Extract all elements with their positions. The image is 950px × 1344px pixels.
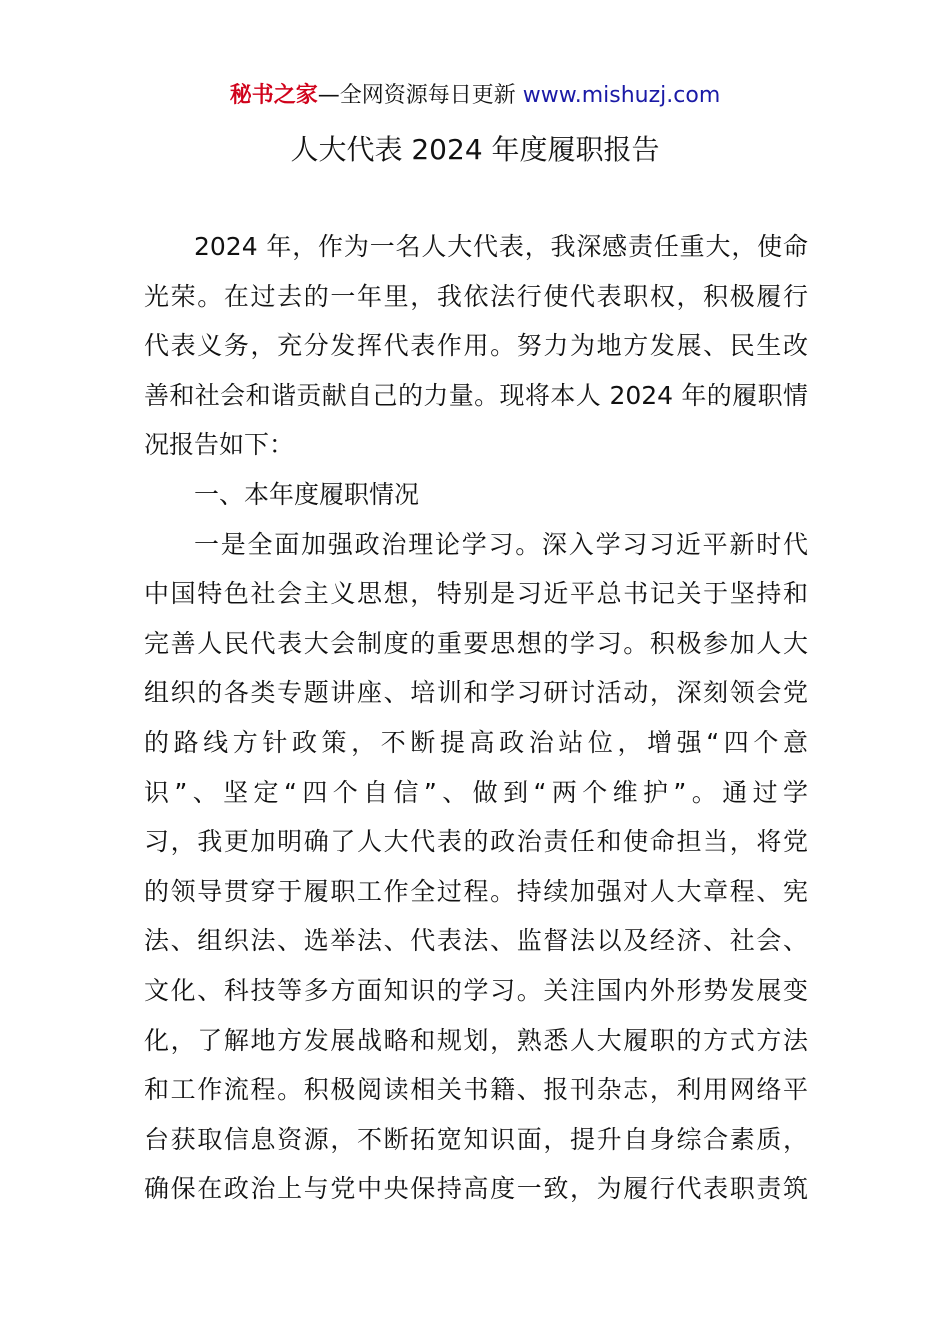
site-header bbox=[0, 80, 950, 112]
paragraph-line: 组织的各类专题讲座、培训和学习研讨活动，深刻领会党 bbox=[144, 678, 808, 708]
document-title: 人大代表 2024 年度履职报告 bbox=[290, 133, 660, 166]
paragraph-line: 光荣。在过去的一年里，我依法行使代表职权，积极履行 bbox=[144, 281, 808, 311]
paragraph-line: 化，了解地方发展战略和规划，熟悉人大履职的方式方法 bbox=[144, 1025, 808, 1055]
paragraph-line: 法、组织法、选举法、代表法、监督法以及经济、社会、 bbox=[144, 926, 808, 956]
paragraph-line: 台获取信息资源，不断拓宽知识面，提升自身综合素质， bbox=[144, 1124, 808, 1154]
section-heading: 一、本年度履职情况 bbox=[194, 479, 420, 509]
brand-name: 秘书之家 bbox=[229, 83, 318, 108]
document-body bbox=[144, 222, 808, 1214]
paragraph-line: 中国特色社会主义思想，特别是习近平总书记关于坚持和 bbox=[144, 579, 808, 609]
paragraph-line: 代表义务，充分发挥代表作用。努力为地方发展、民生改 bbox=[144, 331, 808, 361]
paragraph-line: 确保在政治上与党中央保持高度一致，为履行代表职责筑 bbox=[144, 1174, 808, 1204]
paragraph-line: 况报告如下： bbox=[144, 430, 295, 460]
paragraph-line: 的领导贯穿于履职工作全过程。持续加强对人大章程、宪 bbox=[144, 876, 808, 906]
paragraph-line: 识”、坚定“四个自信”、做到“两个维护”。通过学 bbox=[144, 777, 808, 807]
paragraph-line: 一是全面加强政治理论学习。深入学习习近平新时代 bbox=[194, 529, 808, 559]
paragraph-line: 文化、科技等多方面知识的学习。关注国内外形势发展变 bbox=[144, 975, 808, 1005]
paragraph-line: 完善人民代表大会制度的重要思想的学习。积极参加人大 bbox=[144, 628, 808, 658]
site-tagline: —全网资源每日更新 bbox=[317, 83, 523, 108]
paragraph-line: 的路线方针政策，不断提高政治站位，增强“四个意 bbox=[144, 727, 808, 757]
paragraph-line: 2024 年，作为一名人大代表，我深感责任重大，使命 bbox=[194, 232, 808, 261]
paragraph-line: 习，我更加明确了人大代表的政治责任和使命担当，将党 bbox=[144, 827, 808, 857]
paragraph-line: 和工作流程。积极阅读相关书籍、报刊杂志，利用网络平 bbox=[144, 1075, 808, 1105]
paragraph-line: 善和社会和谐贡献自己的力量。现将本人 2024 年的履职情 bbox=[144, 380, 808, 410]
site-url-link[interactable]: www.mishuzj.com bbox=[522, 83, 721, 108]
